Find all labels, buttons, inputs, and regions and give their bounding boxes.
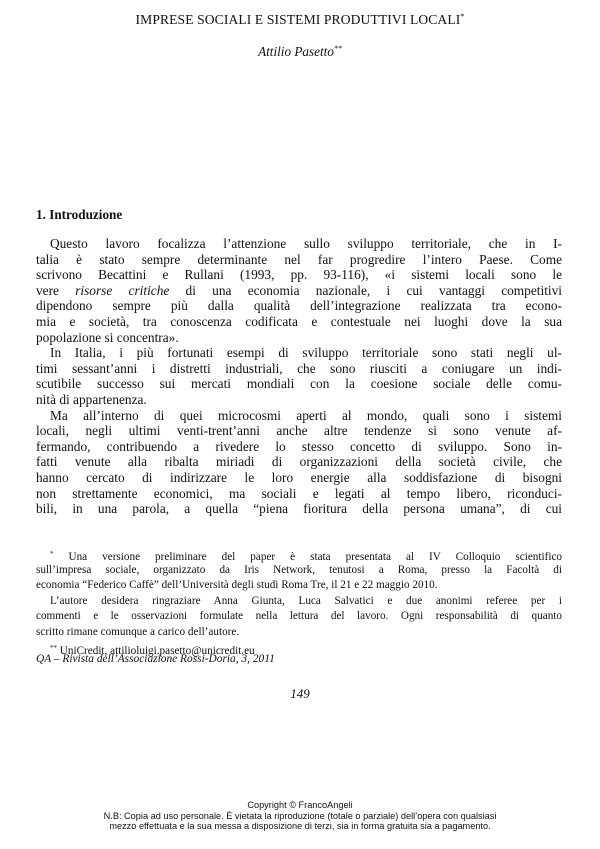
footnote-line: economia “Federico Caffè” dell’Università degli studi Roma Tre, il 21 e 22 maggio 2010. bbox=[36, 579, 438, 592]
section-heading: 1. Introduzione bbox=[36, 207, 123, 222]
body-line: nità di appartenenza. bbox=[36, 391, 147, 407]
footnote-marker: ** bbox=[50, 643, 57, 652]
author-footnote-marker[interactable]: ** bbox=[333, 44, 342, 53]
body-line: scutibile successo sui mercati mondiali con la coesione sociale delle comu- bbox=[36, 376, 562, 392]
footnote-line: L’autore desidera ringraziare Anna Giunta, Luca Salvatici e due anonimi referee per i bbox=[50, 594, 562, 607]
page-number: 149 bbox=[290, 686, 310, 701]
copyright-disclaimer-line: mezzo effettuata e la sua messa a disposizione di terzi, sia in forma gratuita sia a pagamento. bbox=[109, 821, 491, 832]
title-footnote-marker[interactable]: * bbox=[460, 12, 465, 21]
body-line: timi sessant’anni i distretti industriali, che sono riusciti a coniugare un indi- bbox=[36, 360, 562, 376]
author-name: Attilio Pasetto bbox=[258, 44, 334, 59]
body-line: fermando, contribuendo a rivedere lo stesso concetto di sviluppo. Sono in- bbox=[36, 438, 562, 454]
body-line: hanno cercato di indirizzare le loro energie alla soddisfazione di bisogni bbox=[36, 469, 562, 485]
author-email[interactable]: UniCredit, attilioluigi.pasetto@unicredit.eu bbox=[57, 644, 255, 657]
body-line: Ma all’interno di quei microcosmi aperti al mondo, quali sono i sistemi bbox=[50, 407, 562, 423]
footnote-line: * Una versione preliminare del paper è stata presentata al IV Colloquio scientifico bbox=[50, 550, 562, 563]
footnote-marker: * bbox=[50, 550, 54, 558]
body-line: talia è stato sempre determinante nel far progredire l’intero Paese. Come bbox=[36, 251, 562, 267]
copyright-notice bbox=[0, 800, 600, 832]
body-line: fatti venute alla ribalta miriadi di organizzazioni della società civile, che bbox=[36, 454, 562, 470]
body-line: locali, negli ultimi venti-trent’anni anche altre tendenze si sono venute af- bbox=[36, 423, 562, 439]
body-line: Questo lavoro focalizza l’attenzione sullo sviluppo territoriale, che in I- bbox=[50, 236, 562, 251]
article-title-text: IMPRESE SOCIALI E SISTEMI PRODUTTIVI LOCALI bbox=[135, 12, 461, 27]
copyright-disclaimer-line: N.B: Copia ad uso personale. È vietata la riproduzione (totale o parziale) dell’opera con qualsiasi bbox=[103, 810, 497, 821]
body-line: mia e società, tra conoscenza codificata e contestuale nei luoghi dove la sua bbox=[36, 313, 562, 329]
article-title bbox=[0, 12, 600, 28]
body-line: scrivono Becattini e Rullani (1993, pp. 93-116), «i sistemi locali sono le bbox=[36, 267, 562, 283]
copyright-line: Copyright © FrancoAngeli bbox=[247, 800, 353, 810]
article-author bbox=[0, 44, 600, 60]
body-line: non strettamente economici, ma sociali e legati al tempo libero, riconduci- bbox=[36, 485, 562, 501]
footnotes bbox=[36, 548, 562, 657]
footnote-line: sull’impresa sociale, organizzato da Iris Network, tenutosi a Roma, presso la Facoltà di bbox=[36, 563, 562, 576]
body-line: In Italia, i più fortunati esempi di sviluppo territoriale sono stati negli ul- bbox=[50, 345, 562, 361]
body-line: vere risorse critiche di una economia nazionale, i cui vantaggi competitivi bbox=[36, 282, 562, 298]
body-line: bili, in una parola, a quella “piena fioritura della persona umana”, di cui bbox=[36, 501, 562, 517]
body-line: popolazione si concentra». bbox=[36, 329, 179, 345]
journal-citation: QA – Rivista dell’Associazione Rossi-Doria, 3, 2011 bbox=[36, 653, 275, 665]
footnote-line: commenti e le osservazioni formulate nella lettura del lavoro. Ogni responsabilità di quanto bbox=[36, 610, 562, 623]
body-line: dipendono sempre più dalla qualità dell’integrazione realizzata tra econo- bbox=[36, 298, 562, 314]
body-text bbox=[36, 236, 562, 517]
emphasis-text: risorse critiche bbox=[75, 282, 170, 298]
footnote-line: scritto rimane comunque a carico dell’autore. bbox=[36, 625, 240, 638]
